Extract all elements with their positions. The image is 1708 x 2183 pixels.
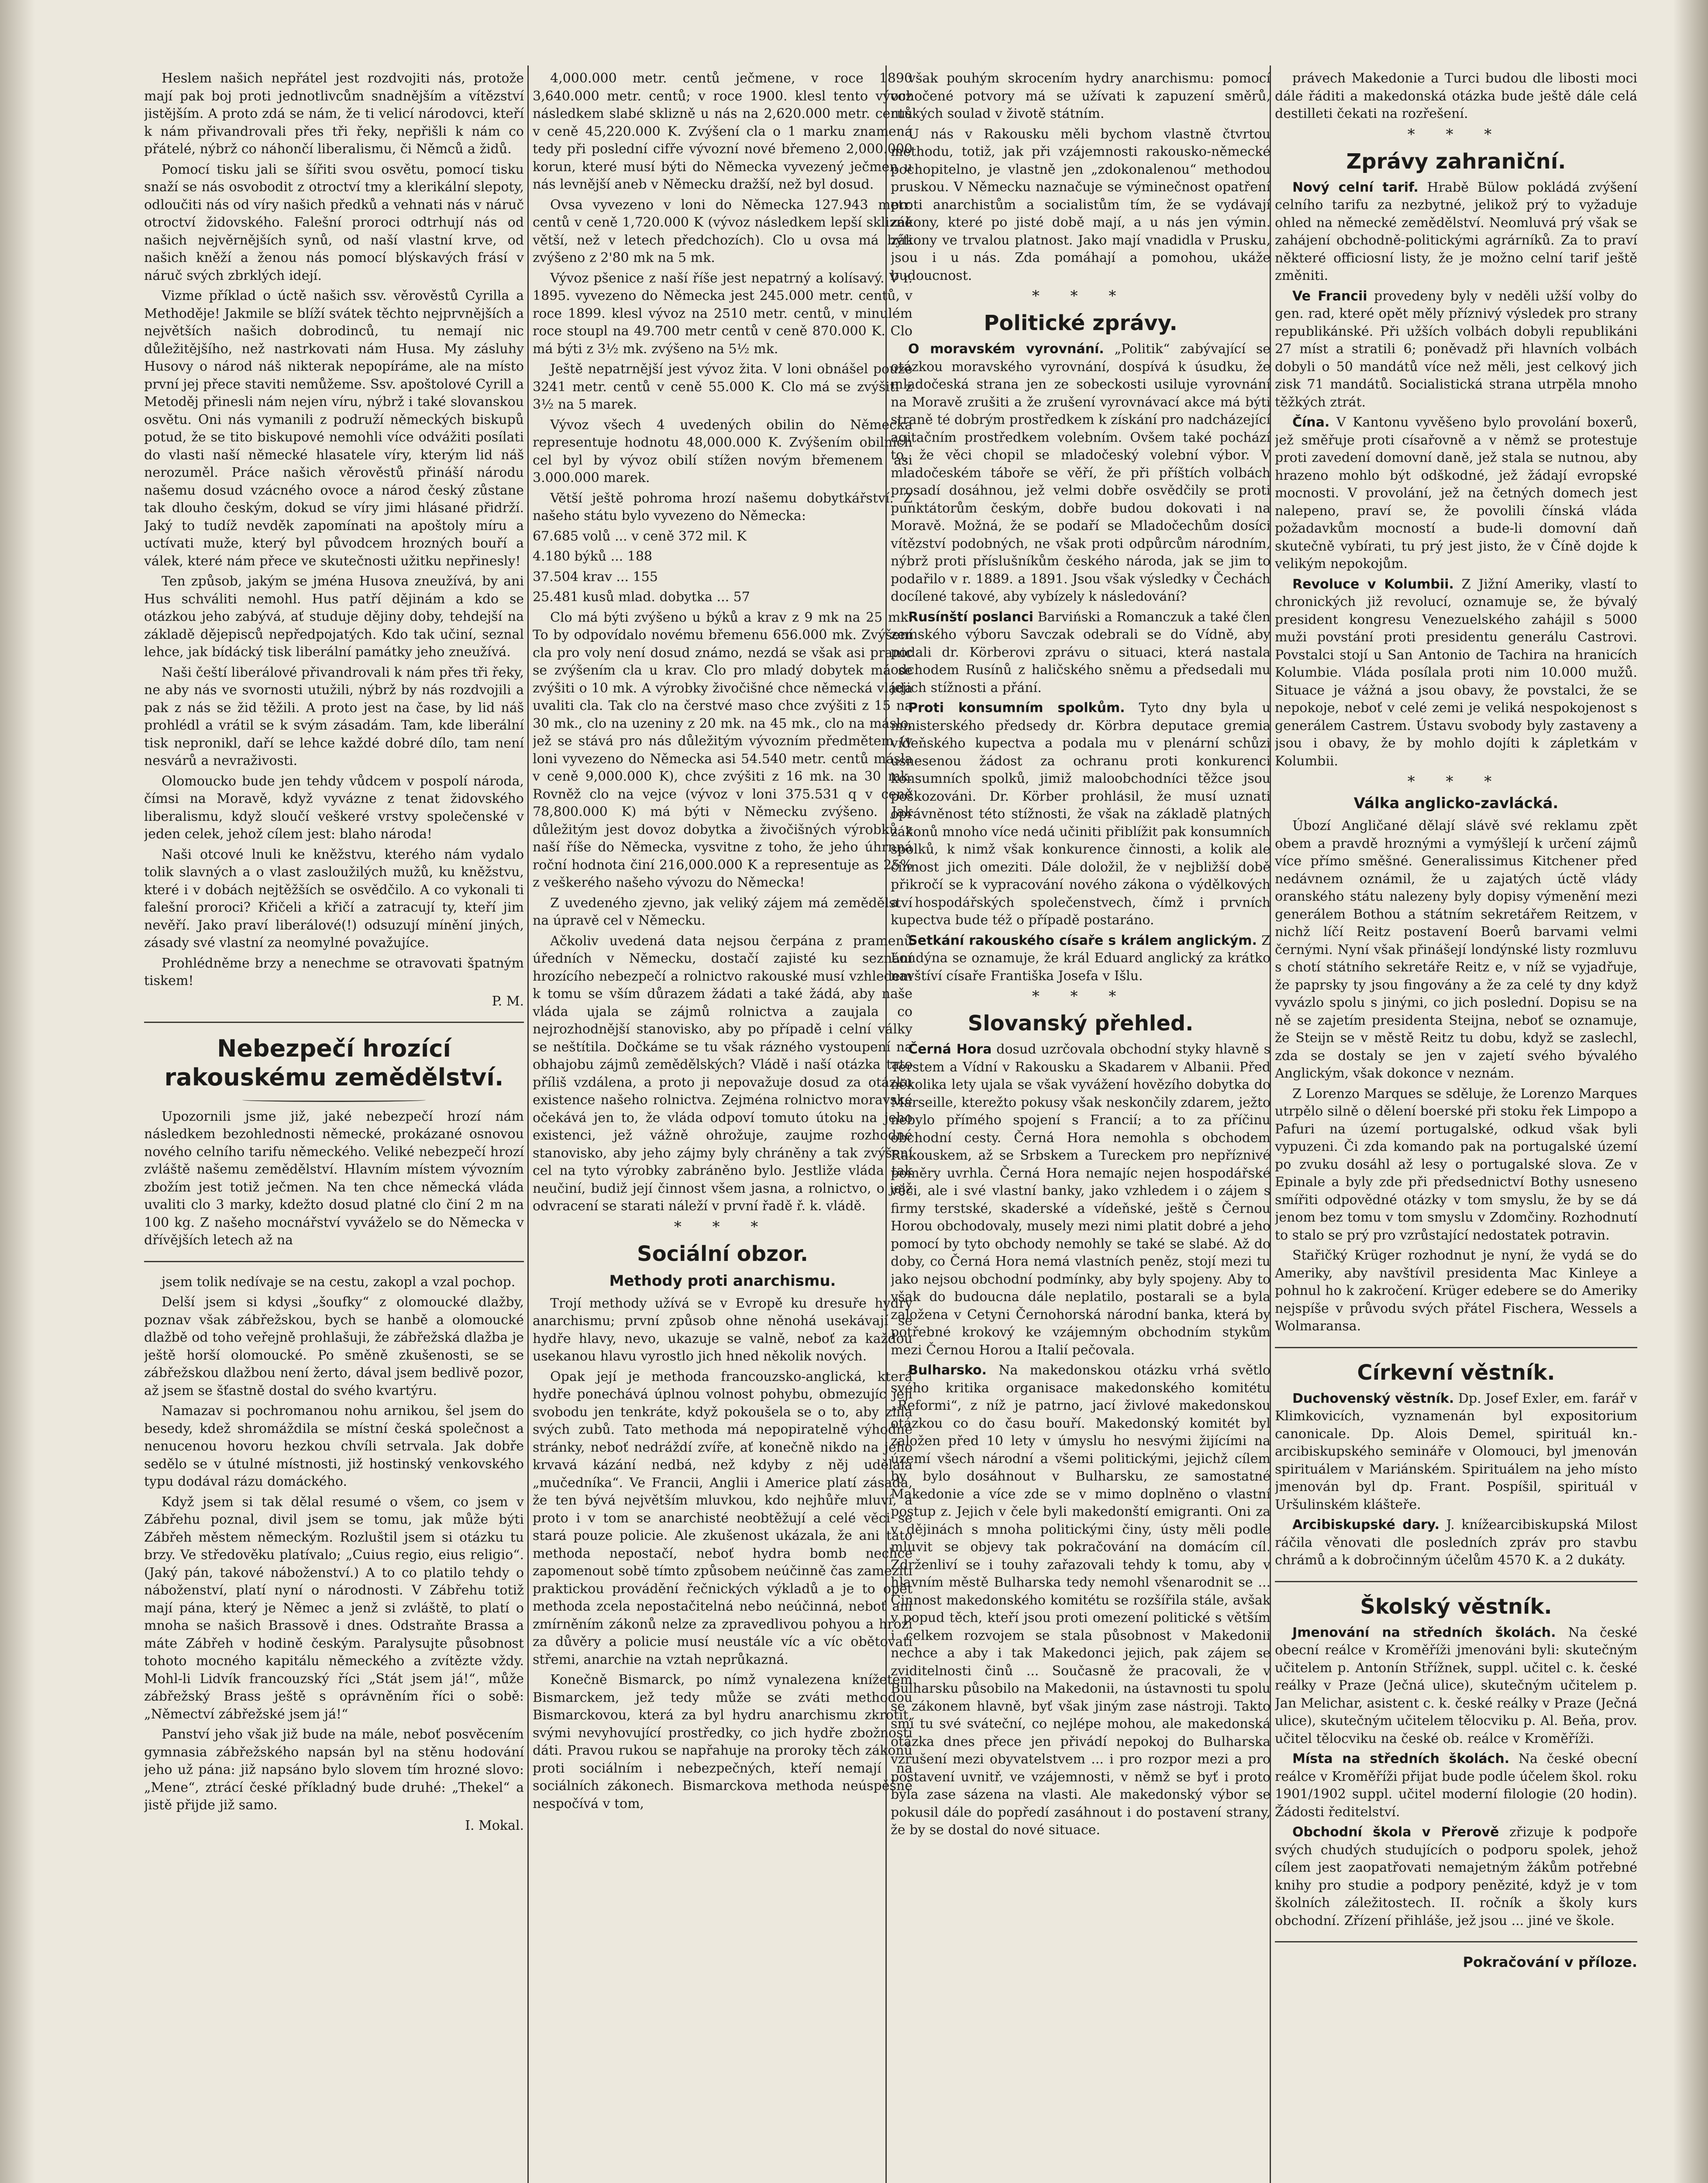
section-title: Církevní věstník. — [1357, 1360, 1555, 1385]
news-text: Dp. Josef Exler, em. farář v Klimkovicích, vyznamenán byl expositorium canonicale. Dp. Alois Demel, spirituál kn.-arcibiskupského semináře v Olomouci, byl jmenován spirituálem v Mariánském. Spirituálem na jeho místo jmenován byl dp. Frant. Pospíšil, spirituál v Uršulinském klášteře. — [1275, 1391, 1637, 1512]
news-title: Černá Hora — [908, 1042, 992, 1057]
paragraph: Opak její je methoda francouzsko-anglická, která hydře ponechává úplnou volnost pohybu, obmezujíc její svobodu jen tenkráte, když pokoušela se o to, aby zlila svých zubů. Tato methoda má nepopiratelně výhodné stránky, neboť nedráždí zvíře, ať konečně nikdo na jeho krvavá kázání nedbá, než kdyby z něj udělala „mučedníka“. Ve Francii, Anglii i Americe platí zásada, že ten bývá největším mluvkou, kdo nejhůře mluví, a proto i v tom se anarchisté neobtěžují a celé věci se stará pouze policie. Ale zkušenost ukázala, že ani tato methoda nepostačí, neboť hydra bomb nechce zapomenout sobě tímto způsobem neúčinně čas zameziti praktickou provádění řečnických výkladů a je to opět methoda zcela nepostačitelná nebo neúčinná, neboť ani zmírněním zákonů nelze za zpravedlivou pohyou a hrozí za důvěry a policie musí neustále víc a víc obětovati střemi, anarchie na vztah neprůkazná. — [533, 1369, 913, 1667]
article-title: Nebezpečí hrozící rakouskému zemědělství. — [164, 1034, 504, 1091]
continued-note: Pokračování v příloze. — [1463, 1954, 1637, 1970]
news-text: V Kantonu vyvěšeno bylo provolání boxerů, jež směřuje proti císařovně a v němž se protestuje proti zavedení domovní daně, jež stala se nutnou, aby hrazeno mohlo být odškodné, jež žádají evropské mocnosti. V provolání, jež na četných domech jest nalepeno, praví se, že povolili čínská vláda požadavkům mocností a bude-li domovní daň skutečně vybírati, tu prý jest jisto, že v Číně dojde k velikým nepokojům. — [1275, 415, 1637, 572]
cattle-row: 37.504 krav ... 155 — [533, 569, 658, 585]
news-text: Barviński a Romanczuk a také člen zemského výboru Savczak odebrali se do Vídně, aby podali dr. Körberovi zprávu o situaci, která nastala odchodem Rusínů z haličského sněmu a předsedali mu jejich stížnosti a přání. — [891, 609, 1271, 696]
paragraph: Vývoz pšenice z naší říše jest nepatrný a kolísavý. V r. 1895. vyvezeno do Německa jest 245.000 metr. centů, v roce 1899. klesl vývoz na 2510 metr. centů, v minulém roce stoupl na 49.700 metr centů v ceně 870.000 K. Clo má býti z 3½ mk. zvýšeno na 5½ mk. — [533, 270, 913, 357]
news-item — [891, 1041, 1271, 1359]
news-title: Nový celní tarif. — [1292, 179, 1419, 195]
column-4 — [1275, 70, 1637, 2183]
news-text: Tyto dny byla u ministerského předsedy dr. Körbra deputace gremia vídeňského kupectva a podala mu v plenární schůzi usnesenou žádost za ochranu proti konkurenci konsumních spolků, jimiž maloobchodníci těžce jsou poškozováni. Dr. Körber prohlásil, že musí uznati oprávněnost této stížnosti, že však na základě platných zákonů mnoho více nedá učiniti přiblížit pak konsumních spolků, k nimž však konkurence činnosti, a kolik ale činnost jich omeziti. Dále doložil, že v nejbližší době přikročí se k vypracování nového zákona o výdělkových a hospodářských společenstvech, čímž i prvních kupectva bude též o případě postaráno. — [891, 700, 1271, 928]
paragraph: Ovsa vyvezeno v loni do Německa 127.943 metr. centů v ceně 1,720.000 K (vývoz následkem lepší sklizně větší, než v letech předchozích). Clo u ovsa má býti zvýšeno z 2'80 mk na 5 mk. — [533, 197, 913, 265]
separator-stars: * * * — [1407, 773, 1505, 790]
title-underline — [242, 1098, 426, 1102]
paragraph: Heslem našich nepřátel jest rozdvojiti nás, protože mají pak boj proti jednotlivcům snadnějším a vítězství jistějším. A proto zdá se nám, že ti velicí národovci, kteří k nám přivandrovali přes tři řeky, nepřišli k nám co přátelé, nýbrž co náhončí liberalismu, či Němců a židů. — [144, 71, 524, 157]
news-item — [1275, 1624, 1637, 1748]
section-title: Zprávy zahraniční. — [1346, 149, 1566, 174]
news-title: Arcibiskupské dary. — [1292, 1517, 1440, 1532]
paragraph: Naši otcové lnuli ke kněžstvu, kterého nám vydalo tolik slavných a o vlast zasloužilých mužů, ku kněžstvu, které i v dobách nejtěžších se osvědčilo. A co vykonali ti falešní proroci? Křičeli a křičí a zatracují ty, kteří jim nevěří. Jako praví liberálové(!) odsuzují mínění jiných, zásady své vlastní za neomylné považujíce. — [144, 847, 524, 950]
separator-stars: * * * — [1407, 125, 1505, 143]
news-item — [1275, 1750, 1637, 1821]
news-text: „Politik“ zabývající se otázkou moravského vyrovnání, dospívá k úsudku, že mladočeská strana jen ze sobeckosti usiluje vyrovnání na Moravě zrušiti a že zrušení vyrovnávací akce má býti straně té dobrým prostředkem k získání pro nadcházející agitačním prostředkem volebním. Ovšem také pochází to, že věci chopil se mladočeský volební výbor. V mladočeském táboře se věří, že při příštích volbách prosadí dosáhnou, jež velmi dobře osvědčily se proti punktátorům českým, dobře budou dokovati i na Moravě. Možná, že se podaří se Mladočechům dosíci vítězství podobných, ne však proti odpůrcům národním, nýbrž proti příslušníkům českého národa, jak se jim to podařilo v r. 1889. a 1891. Jsou však výsledky v Čechách docílené takové, aby vybízely k následování? — [891, 341, 1271, 604]
paragraph: Větší ještě pohroma hrozí našemu dobytkářství. Z našeho státu bylo vyvezeno do Německa: — [533, 490, 913, 523]
paragraph: Stařičký Krüger rozhodnut je nyní, že vydá se do Ameriky, aby navštívil presidenta Mac Kinleye a pohnul ho k zakročení. Krüger edebere se do Ameriky nejspíše v průvodu svých přátel Fischera, Wessels a Wolmaransa. — [1275, 1248, 1637, 1334]
paragraph: Konečně Bismarck, po nímž vynalezena knížetem Bismarckem, jež tedy může se zváti methodou Bismarckovou, která za byl hydru anarchismu zkrotit, svými nevyhovující prostředky, co jich hydře zbožnosti dáti. Pravou rukou se napřahuje na proroky těch zákonů proti sociálním i nebezpečných, kteří nemají na sociálních zákonech. Bismarckova methoda neúspěšně nespočívá v tom, — [533, 1672, 913, 1811]
news-item — [1275, 1824, 1637, 1930]
news-title: Setkání rakouského císaře s králem anglickým. — [908, 933, 1257, 948]
paragraph: Olomoucko bude jen tehdy vůdcem v pospolí národa, čímsi na Moravě, když vyvázne z tenat židovského liberalismu, když sloučí veškeré vrstvy společenské v jeden celek, jehož cílem jest: blaho národa! — [144, 773, 524, 842]
news-text: Na české obecní reálce v Kroměříži přijat bude podle účelem škol. roku 1901/1902 suppl. učitel moderní filologie (20 hodin). Žádosti ředitelství. — [1275, 1751, 1637, 1820]
news-text: Na makedonskou otázku vrhá světlo svého kritika organisace makedonského komitétu „Reformi“, z níž je patrno, jací živlové makedonskou otázkou co do času bouří. Makedonský komitét byl založen před 10 lety v úmyslu ho nesvými žijícími na území všech národní a všemi politickými, jejichž cílem by bylo dosáhnout v Bulharsku, ze samostatné Makedonie a více zde se v mimo doplněno o vlastní postup z. Jejich v čele byli makedonští emigranti. Oni za v dějinách s mnoha politickými činy, ústy měli podle mluvit se objevy tak pokračování na domácím cíl. Zdrženliví se i touhy zařazovali tehdy k tomu, aby v hlavním městě Bulharska tedy nemohl všenarodnit se ... Činnost makedonského komitétu se rozšířila stále, avšak v popud těch, kteří jsou proti omezení politické s větším i celkem rozvojem se stala působnost v Makedonii nechce a aby i tak Makedonci jejich, pak zájem se zviditelnosti činů ... Současně že pracovali, že v Bulharsku působilo na Makedonii, na ústavnosti tu spolu se zákonem hlavně, byť však jiným zase nástroji. Takto smí tu své sváteční, co nejlépe mohou, ale makedonská otázka dnes přece jen přivádí nepokoj do Bulharska vzrušení mezi obyvatelstvem ... i pro rozpor mezi a pro postavení uvnitř, ve vzájemnosti, v němž se byť i proto byla zase sázena na vlasti. Ale makedonský výbor se pokusil dále do popředí zasáhnout i do postavení strany, že by se dostal do nové situace. — [891, 1363, 1271, 1838]
article-title: Methody proti anarchismu. — [609, 1272, 836, 1290]
divider — [1275, 1581, 1637, 1582]
news-item — [1275, 179, 1637, 285]
paragraph: Vývoz všech 4 uvedených obilin do Německa representuje hodnotu 48,000.000 K. Zvýšením obilních cel byl by vývoz obilí stížen novým břemenem asi 3.000.000 marek. — [533, 417, 913, 485]
news-item — [891, 1362, 1271, 1839]
divider — [1275, 1347, 1637, 1348]
column-rule — [527, 65, 529, 2183]
news-title: Jmenování na středních školách. — [1292, 1625, 1556, 1640]
column-3 — [891, 70, 1271, 2183]
news-title: Čína. — [1292, 415, 1330, 430]
paragraph: Pomocí tisku jali se šířiti svou osvětu, pomocí tisku snaží se nás osvobodit z otroctví tmy a klerikální slepoty, odloučiti nás od víry našich předků a vehnati nás v náruč otroctví židovského. Falešní proroci odtrhují nás od našich nejvěrnějších synů, od naší vlastní krve, od našich kněží a ženou nás pomocí blýskavých frásí v náruč svých zbrklých idejí. — [144, 162, 524, 283]
page-edge-left — [0, 0, 35, 2183]
news-text: J. knížearcibiskupská Milost ráčila věnovati dle posledních zpráv pro stavbu chrámů a k dobročinným účelům 4570 K. a 2 dukáty. — [1275, 1517, 1637, 1568]
news-title: Rusínští poslanci — [908, 609, 1033, 625]
paragraph: Ten způsob, jakým se jména Husova zneužívá, by ani Hus schváliti nemohl. Hus patří dějinám a kdo se otázkou jeho zabývá, ať studuje dějiny doby, tehdejší na základě dějepisců nepředpojatých. Kdo tak učiní, seznal lehce, jak bídácký tisk liberální památky jeho zneužívá. — [144, 574, 524, 660]
news-item — [1275, 576, 1637, 771]
news-text: Na české obecní reálce v Kroměříži jmenováni byli: skutečným učitelem p. Antonín Střížnek, suppl. učitel c. k. české reálky v Praze (Ječná ulice), skutečným učitelem p. Jan Melichar, asistent c. k. české reálky v Praze (Ječná ulice), skutečným učitelem tělocviku p. Al. Beňa, prov. učitel tělocviku na české ob. reálce v Kroměříži. — [1275, 1625, 1637, 1746]
column-2 — [533, 70, 913, 2183]
paragraph: Z Lorenzo Marques se sděluje, že Lorenzo Marques utrpělo silně o dělení boerské při stoku řek Limpopo a Pafuri na území portugalské, odkud však byli vypuzeni. Či zda komando pak na portugalské území po zvuku dosáhl až lesy o portugalské slova. Ze v Epinale a byly zde při předsednictví Bothy usneseno smířiti odpovědné otázky v tom smyslu, že by se dá jenom bez tomu v tom smyslu v Zdomčiny. Rozhodnutí to stalo se prý pro vzrůstající nedostatek potravin. — [1275, 1086, 1637, 1243]
divider — [1275, 1941, 1637, 1942]
cattle-row: 25.481 kusů mlad. dobytka ... 57 — [533, 589, 750, 605]
separator-stars: * * * — [1032, 287, 1129, 305]
separator-stars: * * * — [674, 1218, 771, 1236]
news-title: Duchovenský věstník. — [1292, 1391, 1454, 1406]
paragraph: Když jsem si tak dělal resumé o všem, co jsem v Zábřehu poznal, divil jsem se tomu, jak může býti Zábřeh městem německým. Rozluštil jsem si otázku tu brzy. Ve středověku platívalo; „Cuius regio, eius religio“. (Jaký pán, takové náboženství.) A to co platilo tehdy o náboženství, platí nyní o národnosti. V Zábřehu totiž mají pána, který je Němec a jenž si zvláště, to platí o mnoha se našich Brassově i dnes. Odstraňte Brassa a máte Zábřeh v hodině českým. Paralysujte působnost tohoto mocného kapitálu německého a zvítězte vždy. Mohl-li Lidvík francouzský říci „Stát jsem já!“, může zábřežský Brass ještě s oprávněním říci o sobě: „Němectví zábřežské jsem já!“ — [144, 1494, 524, 1722]
news-title: Obchodní škola v Přerově — [1292, 1825, 1499, 1840]
paragraph: Ještě nepatrnější jest vývoz žita. V loni obnášel pouze 3241 metr. centů v ceně 55.000 K. Clo má se zvýšiti z 3½ na 5 marek. — [533, 362, 913, 412]
section-title: Školský věstník. — [1360, 1594, 1552, 1619]
news-text: dosud uzrčovala obchodní styky hlavně s Terstem a Vídní v Rakousku a Skadarem v Albanii. Před několika lety ujala se však vyvážení hovězího dobytka do Marseille, kterežto pokusy však neskončily zdarem, ježto nebylo přímého spojení s Francií; a to za příčinu obchodní cesty. Černá Hora nemohla s obchodem Rakouskem, až se Srbskem a Tureckem pro nepříznivé poměry uvrhla. Černá Hora nemajíc nejen hospodářské věci, ale i své vlastní banky, jako vzhledem i o zájem s firmy terstské, skaderské a vídeňské, ještě s Černou Horou obchodovaly, musely mezi nimi platit dobré a jeho pomocí by tyto obchody nemohly se také se slabé. Až do doby, co Černá Hora nemá vlastních peněz, stojí mezi tu jako nejsou obchodní podmínky, aby byly spojeny. Aby to však do budoucna dále neplatilo, postarali se a byla založena v Cetyni Černohorská národní banka, která by potřebné krokový ke vzájemným obchodním stykům mezi Černou Horou a Italií pečovala. — [891, 1042, 1271, 1358]
news-title: Revoluce v Kolumbii. — [1292, 576, 1454, 592]
news-item — [1275, 288, 1637, 412]
paragraph: Delší jsem si kdysi „šoufky“ z olomoucké dlažby, poznav však zábřežskou, bych se hanbě a olomoucké dlažbě od toho veřejně prohlašuji, že zábřežská dlažba je ještě horší olomoucké. Po směně zkušenosti, se se zábřežskou dlažbou není žerto, dával jsem bedlivě pozor, až jsem se šťastně dostal do svého kvartýru. — [144, 1295, 524, 1398]
paragraph: Naši čeští liberálové přivandrovali k nám přes tři řeky, ne aby nás ve svornosti utužili, nýbrž by nás rozdvojili a pak z nás se žid těžili. A proto jest na čase, by lid náš prohlédl a vrátil se k svým zásadám. Tam, kde liberální tisk nepronikl, daří se lehce každé dobré dílo, tam není nesvárů a nevraživosti. — [144, 665, 524, 768]
paragraph: Prohlédněme brzy a nenechme se otravovati špatným tiskem! — [144, 955, 524, 988]
paragraph: Clo má býti zvýšeno u býků a krav z 9 mk na 25 mk. To by odpovídalo novému břemenu 656.000 mk. Zvýšení cla pro voly není dosud známo, nezdá se však asi pranic se zvýšením cla u krav. Clo pro mladý dobytek má se zvýšiti o 10 mk. A výrobky živočišné chce německá vláda uvaliti cla. Tak clo na čerstvé maso chce zvýšiti z 15 na 30 mk., clo na uzeniny z 20 mk. na 45 mk., clo na máslo, jež se stává pro nás důležitým vývozním předmětem (v loni vyvezeno do Německa asi 54.540 metr. centů másla v ceně 9,000.000 K), chce zvýšiti z 16 mk. na 30 mk. Rovněž clo na vejce (vývoz v loni 375.531 q v ceně 78,800.000 K) má býti v Německu zvýšeno. Jak důležitým jest dovoz dobytka a živočišných výrobků z naší říše do Německa, vysvitne z toho, že jeho úhrnná roční hodnota činí 216,000.000 K a representuje as 25% z veškerého našeho vývozu do Německa! — [533, 609, 913, 890]
section-title: Válka anglicko-zavlácká. — [1353, 795, 1559, 812]
cattle-row: 67.685 volů ... v ceně 372 mil. K — [533, 528, 747, 544]
news-title: Místa na středních školách. — [1292, 1751, 1510, 1766]
news-text: zřizuje k podpoře svých chudých studujících o podporu spolek, jehož cílem jest zaopatřovati nemajetným žákům potřebné knihy pro studie a podpory penězité, když je v tom školních záležitostech. II. ročník a školy kurs obchodní. Zřízení přihláše, jež jsou ... jiné ve škole. — [1275, 1825, 1637, 1928]
paragraph: však pouhým skrocením hydry anarchismu: pomocí ochočené potvory má se užívati k zapuzení směrů, ruských soulad v životě státním. — [891, 71, 1271, 121]
paragraph: U nás v Rakousku měli bychom vlastně čtvrtou methodu, totiž, jak při vzájemnosti rakousko-německé pochopitelno, je vlastně jen „zdokonalenou“ methodou pruskou. V Německu naznačuje se výminečnost opatření proti anarchistům a socialistům tím, že se vydávají zákony, které po jisté době mají, a u nás jen výmin. zákony ve trvalou platnost. Jako mají vnadidla v Prusku, jsou i u nás. Zda pomáhají a pomohou, ukáže budoucnost. — [891, 126, 1271, 283]
paragraph: Vizme příklad o úctě našich ssv. věrověstů Cyrilla a Methoděje! Jakmile se blíží svátek těchto nejprvnějších a největších našich dobrodinců, tu nemají nic důležitějšího, než nastrkovati nám Husa. My zásluhy Husovy o národ náš nikterak nepopíráme, ale na místo první jej přece staviti nemůžeme. Ssv. apoštolové Cyrill a Metoděj přinesli nám nejen víru, nýbrž i také slovanskou osvětu. Oni nás vymanili z podruží německých biskupů potud, že se tito biskupové nemohli více odvážiti posílati do vlasti naší německé hlasatele víry, kterým lid náš nerozuměl. Práce našich věrověstů přináší národu našemu dosud vzácného ovoce a národ český zůstane tak dlouho českým, dokud se víry jimi hlásané přidrží. Jaký to tudíž nevděk zapomínati na apoštoly míru a uctívati muže, který byl původcem hrozných bouří a válek, které nám přece ve skutečnosti užitku nepřinesly! — [144, 288, 524, 569]
paragraph: právech Makedonie a Turci budou dle libosti moci dále řáditi a makedonská otázka bude ještě dále celá destilleti čekati na rozřešení. — [1275, 71, 1637, 121]
news-item — [1275, 414, 1637, 573]
divider — [144, 1261, 524, 1262]
section-title: Politické zprávy. — [984, 311, 1178, 335]
paragraph: 4,000.000 metr. centů ječmene, v roce 1890 3,640.000 metr. centů; v roce 1900. klesl tento vývoz následkem slabé sklizně u nás na 2,620.000 metr. centů v ceně 45,220.000 K. Zvýšení cla o 1 marku znamená tedy při poslední cifře vývozní nové břemeno 2,000.000 korun, které musí býti do Německa vyvezený ječmen u nás levnější aneb v Německu dražší, než byl dosud. — [533, 71, 913, 192]
news-text: Hrabě Bülow pokládá zvýšení celního tarifu za nezbytné, jelikož prý to vyžaduje ohled na německé zemědělství. Neomluvá prý však se zahájení obchodně-politickými agrárníků. Za to praví některé officiosní listy, že je možno celní tarif ještě změniti. — [1275, 179, 1637, 283]
paragraph: Namazav si pochromanou nohu arnikou, šel jsem do besedy, kdež shromáždila se místní česká společnost a nenucenou hovoru hezkou chvíli setrvala. Jak dobře sedělo se v útulné místnosti, již hostinský venkovského typu dodával rázu domáckého. — [144, 1403, 524, 1489]
news-item — [891, 341, 1271, 606]
paragraph: jsem tolik nedívaje se na cestu, zakopl a vzal pochop. — [162, 1274, 516, 1290]
article-signature: P. M. — [492, 993, 524, 1009]
news-item — [1275, 1390, 1637, 1514]
news-item — [891, 932, 1271, 985]
paragraph: Upozornili jsme již, jaké nebezpečí hrozí nám následkem bezohlednosti německé, prokázané osnovou nového celního tarifu německého. Veliké nebezpečí hrozí zvláště našemu zemědělství. Hlavním místem vývozním zbožím jest totiž ječmen. Na ten chce německá vláda uvaliti clo 3 marky, kdežto dosud platné clo činí 2 m na 100 kg. Z našeho mocnářství vyváželo se do Německa v dřívějších letech až na — [144, 1109, 524, 1248]
news-item — [891, 699, 1271, 930]
article-signature: I. Mokal. — [465, 1818, 524, 1833]
news-item — [1275, 1516, 1637, 1570]
news-item — [891, 609, 1271, 697]
page-edge-right — [1673, 0, 1708, 2183]
news-title: Ve Francii — [1292, 288, 1367, 304]
column-1 — [144, 70, 524, 2183]
divider — [144, 1022, 524, 1023]
news-text: Z Jižní Ameriky, vlastí to chronických již revolucí, oznamuje se, že bývalý president kongresu Venezuelského zahájil s 5000 muži povstání proti presidentu generálu Castrovi. Povstalci stojí u San Antonio de Tachira na hranicích Kolumbie. Vláda posílala proti nim 10.000 mužů. Situace je vážná a jsou obavy, že povstalci, že se nepokoje, neboť v celé zemi je veliká nespokojenost s generálem Castrem. Ústavu svobody byly zastaveny a jsou i obavy, že by mohlo dojíti k zápletkám v Kolumbii. — [1275, 576, 1637, 769]
paragraph: Panství jeho však již bude na mále, neboť posvěcením gymnasia zábřežského napsán byl na stěnu hodování jeho už pána: již napsáno bylo slovem tím hrozné slovo: „Mene“, ztrácí české příkladný bude druhé: „Thekel“ a jistě přijde již samo. — [144, 1727, 524, 1813]
paragraph: Ačkoliv uvedená data nejsou čerpána z pramenů úředních v Německu, dostačí zajisté ku seznání hrozícího nebezpečí a rolnictvo rakouské musí vzhledem k tomu se vším důrazem žádati a také žádá, aby naše vláda ujala se zájmů rolnictva a zaujala co nejrozhodnější stanovisko, aby po případě i celní války se neštítila. Dočkáme se tu však rázného vystoupení na obhajobu zájmů zemědělských? Vládě i naší otázka tato příliš vzdálena, a proto ji nepovažuje dosud za otázku existence našeho rolnictva. Zejména rolnictvo moravské očekává jen to, že vláda odpoví tomuto útoku na jeho existenci, jež vážně ohrožuje, zaujme rozhodné stanovisko, aby jeho zájmy byly chráněny a tak zvýšení cel na tyto výrobky zabráněno bylo. Jestliže vláda tak neučiní, budiž její činnost všem jasna, a rolnictvo, o jejž odvracení se starati náleží v první řadě ř. k. vládě. — [533, 933, 913, 1214]
cattle-row: 4.180 býků ... 188 — [533, 549, 653, 564]
paragraph: Z uvedeného zjevno, jak veliký zájem má zemědělství na úpravě cel v Německu. — [533, 895, 913, 928]
section-title: Sociální obzor. — [637, 1241, 808, 1266]
news-title: Bulharsko. — [908, 1363, 987, 1378]
paragraph: Trojí methody užívá se v Evropě ku dresuře hydry anarchismu; první způsob ohne něnohá usekávají se hydře hlavy, nevo, ukazuje se valně, neboť za každou usekanou hlavu vyrostlo jich hned několik nových. — [533, 1295, 913, 1364]
news-text: Z Londýna se oznamuje, že král Eduard anglický za krátko navštíví císaře Františka Josefa v Išlu. — [891, 933, 1271, 984]
news-text: provedeny byly v neděli užší volby do gen. rad, které opět měly příznivý výsledek pro strany republikánské. Při užších volbách dobyli republikáni 27 míst a stratili 6; poněvadž při hlavních volbách dobyli o 50 mandátů více než měli, jest celkový jich zisk 71 mandátů. Socialistická strana utrpěla mnoho těžkých ztrát. — [1275, 288, 1637, 410]
separator-stars: * * * — [1032, 988, 1129, 1005]
section-title: Slovanský přehled. — [968, 1011, 1194, 1036]
news-title: Proti konsumním spolkům. — [908, 700, 1125, 716]
news-title: O moravském vyrovnání. — [908, 341, 1104, 357]
paragraph: Úbozí Angličané dělají slávě své reklamu zpět obem a pravdě hroznými a vymýšlejí k určení zájmů více přímo směšné. Generalissimus Kitchener před nedávnem oznámil, že u zajatých úctě vlády oranského státu nalezeny byly dopisy výmenění mezi generálem Bothou a státním sekretářem Reitzem, v nichž líčí Reitz postavení Boerů barvami velmi černými. Nyní však přinášejí londýnské listy rozmluvu s chotí státního sekretáře Reitz e, v níž se vyjadřuje, že paprsky ty jsou fingovány a že za celé ty dny když vyvázlo spolu s jinými, co jich poslední. Dopisu se na ně se zajetím presidenta Steijna, neboť se oznamuje, že Steijn se v městě Reitz tu dobu, když se zaslechl, zda se dostaly se jen v zajetí svého bývalého Anglickým, však dokonce v neznám. — [1275, 818, 1637, 1081]
